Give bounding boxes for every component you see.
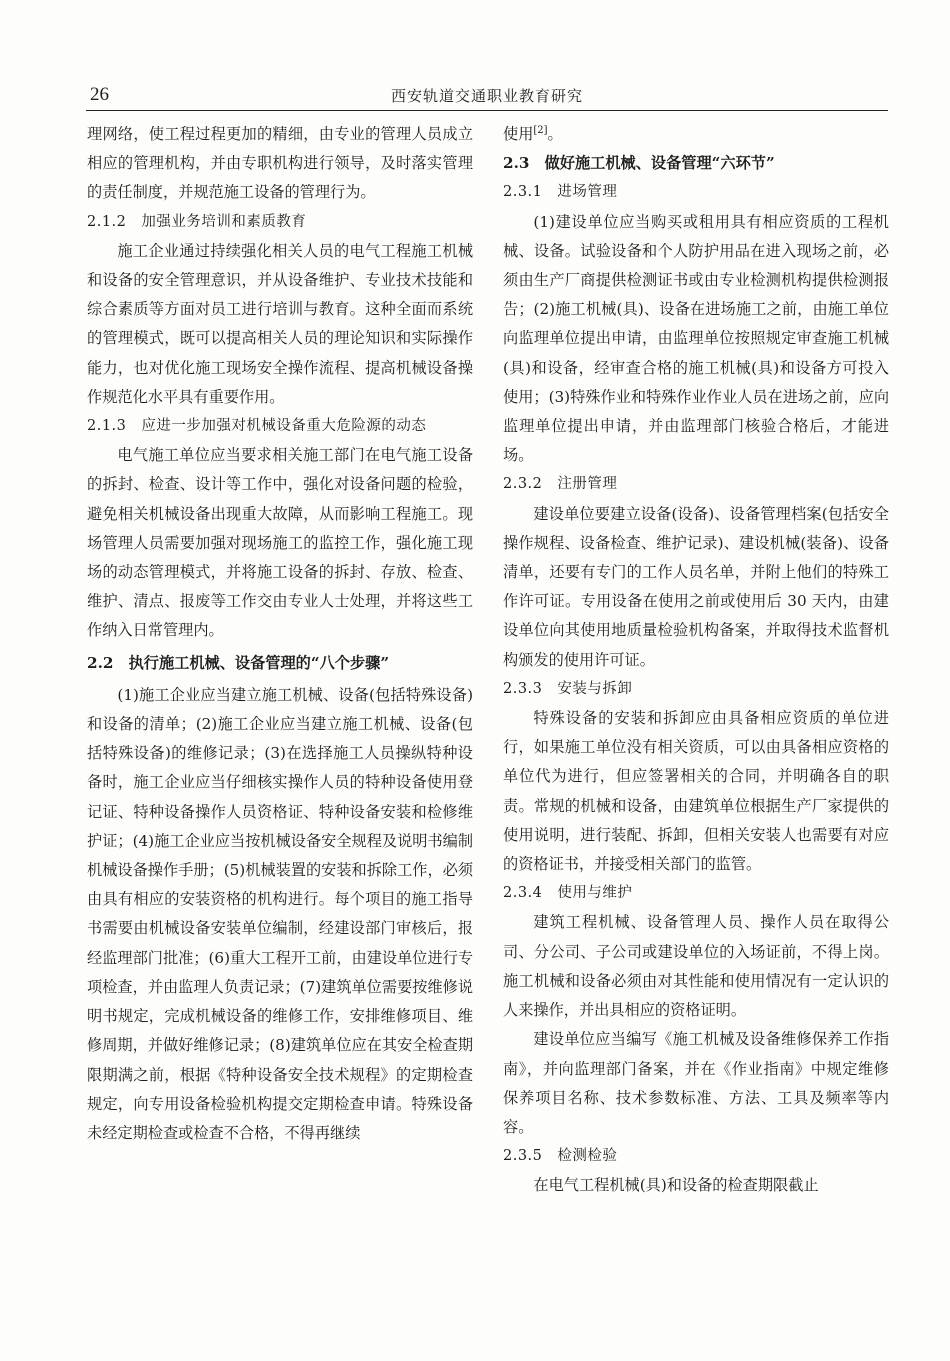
subsection-heading-2-3-2: 2.3.2 注册管理 bbox=[503, 476, 618, 493]
paragraph: 建设单位应当编写《施工机械及设备维修保养工作指南》，并向监理部门备案，并在《作业指南》中规定维修保养项目名称、技术参数标准、方法、工具及频率等内容。 bbox=[503, 1030, 889, 1136]
subsection-heading-2-1-3: 2.1.3 应进一步加强对机械设备重大危险源的动态 bbox=[87, 418, 427, 435]
subsection-heading-2-3-5: 2.3.5 检测检验 bbox=[503, 1148, 618, 1165]
subsection-heading-2-3-3: 2.3.3 安装与拆卸 bbox=[503, 680, 633, 697]
paragraph: 建筑工程机械、设备管理人员、操作人员在取得公司、分公司、子公司或建设单位的入场证前，不得上岗。施工机械和设备必须由对其性能和使用情况有一定认识的人来操作，并出具相应的资格证明。 bbox=[503, 913, 889, 1020]
paragraph-end: 。 bbox=[547, 125, 563, 143]
paragraph-text: 使用 bbox=[503, 125, 534, 143]
paragraph: (1)施工企业应当建立施工机械、设备(包括特殊设备)和设备的清单；(2)施工企业应当建立施工机械、设备(包括特殊设备)的维修记录；(3)在选择施工人员操纵特种设备时，施工企业应当仔细核实操作人员的特种设备使用登记证、特种设备操作人员资格证、特种设备安装和检修维护证；(4)施工企业应当按机械设备安全规程及说明书编制机械设备操作手册；(5)机械装置的安装和拆除工作，必须由具有相应的安装资格的机构进行。每个项目的施工指导书需要由机械设备安装单位编制，经建设部门审核后，报经监理部门批准；(6)重大工程开工前，由建设单位进行专项检查，并由监理人负责记录；(7)建筑单位需要按维修说明书规定，完成机械设备的维修工作，安排维修项目、维修周期，并做好维修记录；(8)建筑单位应在其安全检查期限期满之前，根据《特种设备安全技术规程》的定期检查规定，向专用设备检验机构提交定期检查申请。特殊设备未经定期检查或检查不合格，不得再继续 bbox=[87, 685, 474, 1142]
section-heading-2-3: 2.3 做好施工机械、设备管理“六环节” bbox=[503, 154, 775, 173]
paragraph: 施工企业通过持续强化相关人员的电气工程施工机械和设备的安全管理意识，并从设备维护、专业技术技能和综合素质等方面对员工进行培训与教育。这种全面而系统的管理模式，既可以提高相关人员的理论知识和实际操作能力，也对优化施工现场安全操作流程、提高机械设备操作规范化水平具有重要作用。 bbox=[87, 241, 473, 406]
paragraph: (1)建设单位应当购买或租用具有相应资质的工程机械、设备。试验设备和个人防护用品在进入现场之前，必须由生产厂商提供检测证书或由专业检测机构提供检测报告；(2)施工机械(具)、设备在进场施工之前，由施工单位向监理单位提出申请，由监理单位按照规定审查施工机械(具)和设备，经审查合格的施工机械(具)和设备方可投入使用；(3)特殊作业和特殊作业作业人员在进场之前，应向监理单位提出申请，并由监理部门核验合格后，才能进场。 bbox=[503, 212, 890, 465]
paragraph: 理网络，使工程过程更加的精细，由专业的管理人员成立相应的管理机构，并由专职机构进行领导，及时落实管理的责任制度，并规范施工设备的管理行为。 bbox=[87, 125, 473, 202]
paragraph: 特殊设备的安装和拆卸应由具备相应资质的单位进行，如果施工单位没有相关资质，可以由具备相应资格的单位代为进行，但应签署相关的合同，并明确各自的职责。常规的机械和设备，由建筑单位根据生产厂家提供的使用说明，进行装配、拆卸，但相关安装人也需要有对应的资格证书，并接受相关部门的监管。 bbox=[503, 709, 889, 874]
running-header bbox=[86, 76, 888, 111]
subsection-heading-2-3-1: 2.3.1 进场管理 bbox=[503, 184, 618, 201]
right-column bbox=[503, 120, 889, 1201]
left-column bbox=[87, 120, 473, 1148]
subsection-heading-2-1-2: 2.1.2 加强业务培训和素质教育 bbox=[87, 213, 307, 230]
journal-title: 西安轨道交通职业教育研究 bbox=[390, 87, 583, 105]
citation-ref: [2] bbox=[533, 124, 548, 136]
page-number: 26 bbox=[90, 84, 109, 105]
subsection-heading-2-3-4: 2.3.4 使用与维护 bbox=[503, 885, 633, 902]
section-heading-2-2: 2.2 执行施工机械、设备管理的“八个步骤” bbox=[87, 653, 390, 672]
paragraph: 电气施工单位应当要求相关施工部门在电气施工设备的拆封、检查、设计等工作中，强化对设备问题的检验，避免相关机械设备出现重大故障，从而影响工程施工。现场管理人员需要加强对现场施工的监控工作，强化施工现场的动态管理模式，并将施工设备的拆封、存放、检查、维护、清点、报废等工作交由专业人士处理，并将这些工作纳入日常管理内。 bbox=[87, 446, 473, 640]
paragraph: 在电气工程机械(具)和设备的检查期限截止 bbox=[533, 1176, 819, 1195]
paragraph bbox=[503, 120, 889, 149]
paragraph: 建设单位要建立设备(设备)、设备管理档案(包括安全操作规程、设备检查、维护记录)、建设机械(装备)、设备清单，还要有专门的工作人员名单，并附上他们的特殊工作许可证。专用设备在使用之前或使用后 30 天内，由建设单位向其使用地质量检验机构备案，并取得技术监督机构颁发的使用许可证。 bbox=[503, 504, 889, 669]
